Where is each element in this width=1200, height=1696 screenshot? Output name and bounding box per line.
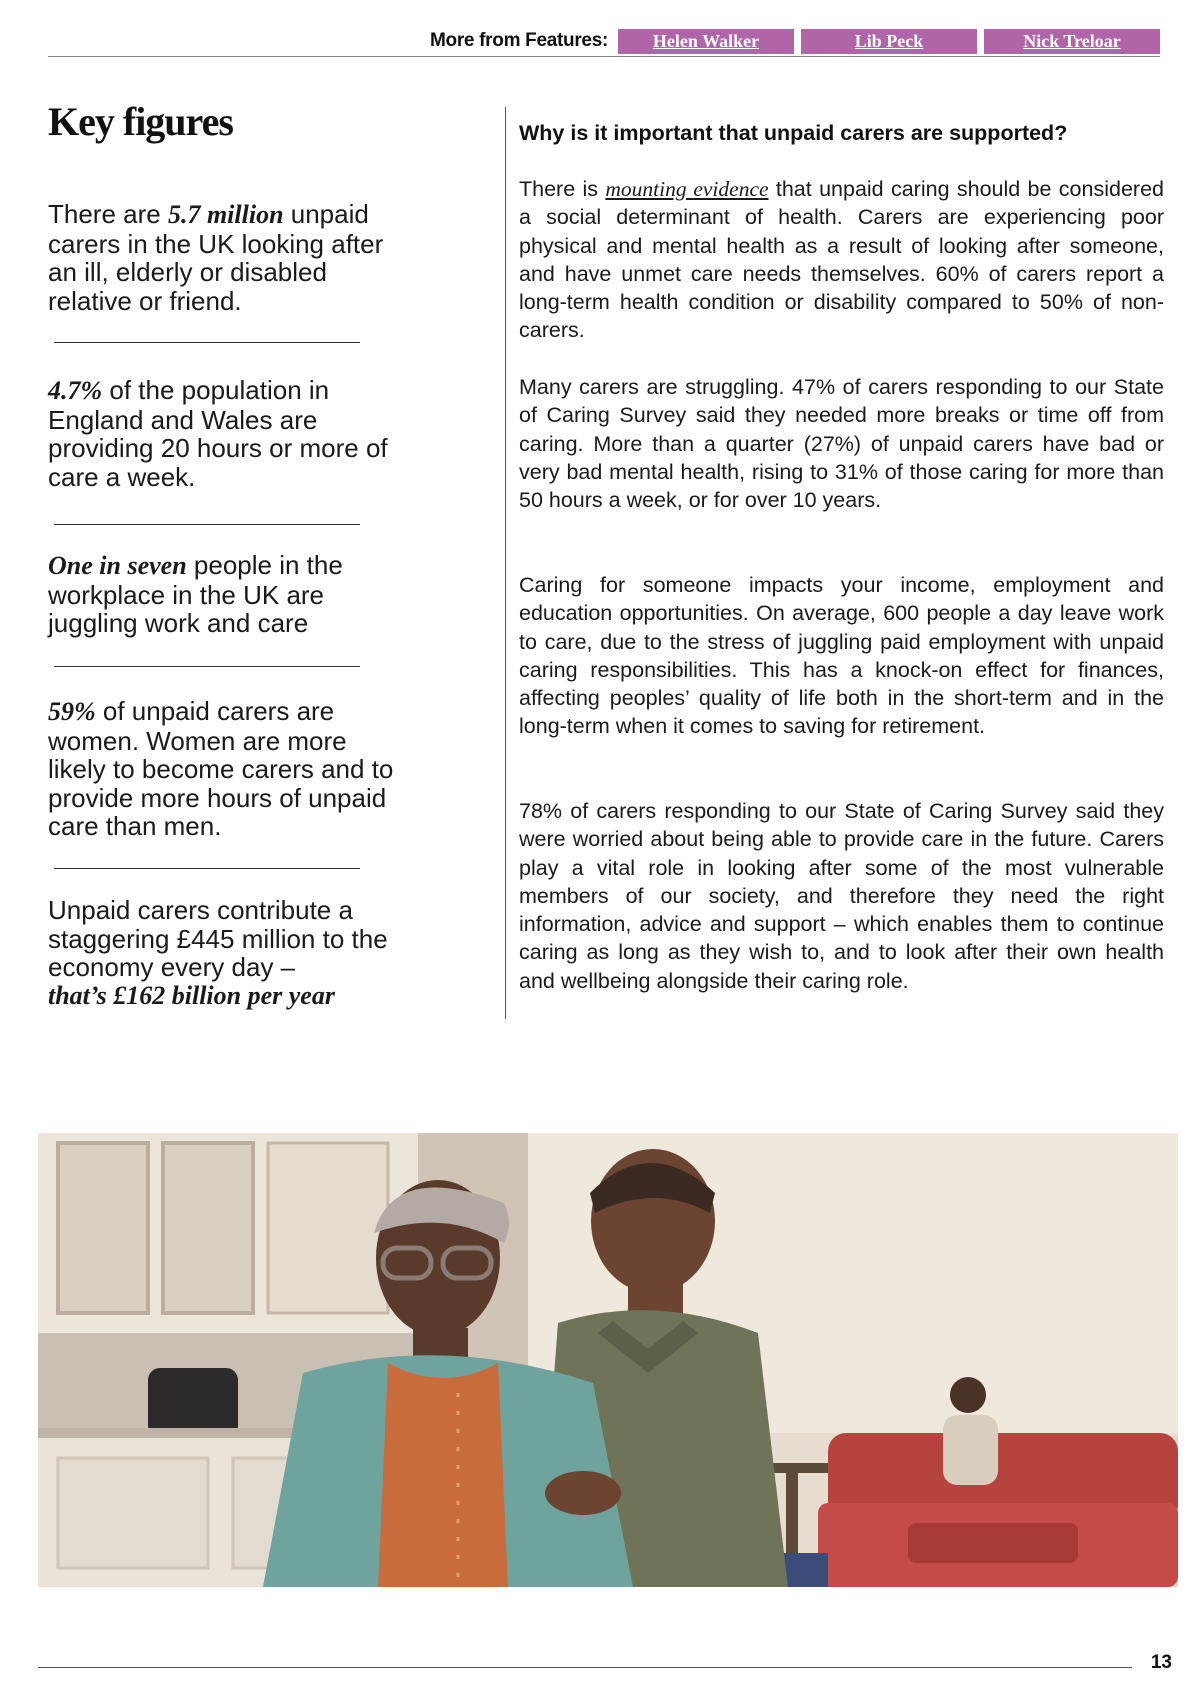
more-from-features-label: More from Features: (429, 30, 608, 51)
mounting-evidence-link[interactable]: mounting evidence (605, 177, 769, 201)
key-figure-3-emphasis: One in seven (48, 551, 187, 580)
article-paragraph-2: Many carers are struggling. 47% of carers responding to our State of Caring Survey said they needed more breaks or time off from caring. More than a quarter (27%) of unpaid carers have bad or very bad mental health, rising to 31% of those caring for more than 50 hours a week, or for over 10 years. (519, 375, 1164, 513)
key-figure-4: 59% of unpaid carers are women. Women are more likely to become carers and to provide more hours of unpaid care than men. (48, 696, 394, 841)
key-figures-title: Key figures (48, 99, 233, 144)
key-figure-4-emphasis: 59% (48, 697, 96, 726)
header-rule (48, 56, 1160, 57)
page-number: 13 (1150, 1652, 1172, 1673)
key-figure-5: Unpaid carers contribute a staggering £445 million to the economy every day – that’s £162 billion per year (48, 896, 410, 1010)
key-figure-5-emphasis: that’s £162 billion per year (48, 980, 335, 1010)
feature-link-lib-peck[interactable]: Lib Peck (801, 29, 977, 54)
article-paragraph-4: 78% of carers responding to our State of Caring Survey said they were worried about being able to provide care in the future. Carers play a vital role in looking after some of the most vulnerable members of our society, and therefore they need the right information, advice and support – which enables them to continue caring as long as they wish to, and to look after their own health and wellbeing alongside their caring role. (519, 799, 1164, 993)
key-figure-2: 4.7% of the population in England and Wales are providing 20 hours or more of care a week. (48, 375, 388, 492)
key-figure-1: There are 5.7 million unpaid carers in the UK looking after an ill, elderly or disabled relative or friend. (48, 199, 384, 316)
article-paragraph-1: There is mounting evidence that unpaid caring should be considered a social determinant of health. Carers are experiencing poor physical and mental health as a result of looking after someone, and have unmet care needs themselves. 60% of carers report a long-term health condition or disability compared to 50% of non-carers. (519, 177, 1164, 343)
article-paragraph-3: Caring for someone impacts your income, employment and education opportunities. On average, 600 people a day leave work to care, due to the stress of juggling paid employment with unpaid caring responsibilities. This has a knock-on effect for finances, affecting peoples’ quality of life both in the short-term and in the long-term when it comes to saving for retirement. (519, 573, 1164, 739)
footer-rule (38, 1667, 1132, 1668)
feature-link-helen-walker[interactable]: Helen Walker (618, 29, 794, 54)
article-heading: Why is it important that unpaid carers are supported? (519, 121, 1068, 145)
figure-separator (54, 524, 360, 525)
carers-photo (38, 1133, 1178, 1587)
figure-separator (54, 666, 360, 667)
key-figure-2-emphasis: 4.7% (48, 376, 103, 405)
key-figure-1-emphasis: 5.7 million (167, 200, 284, 229)
feature-link-nick-treloar[interactable]: Nick Treloar (984, 29, 1160, 54)
key-figure-3: One in seven people in the workplace in the UK are juggling work and care (48, 550, 343, 638)
figure-separator (54, 868, 360, 869)
figure-separator (54, 342, 360, 343)
column-divider (505, 107, 506, 1019)
